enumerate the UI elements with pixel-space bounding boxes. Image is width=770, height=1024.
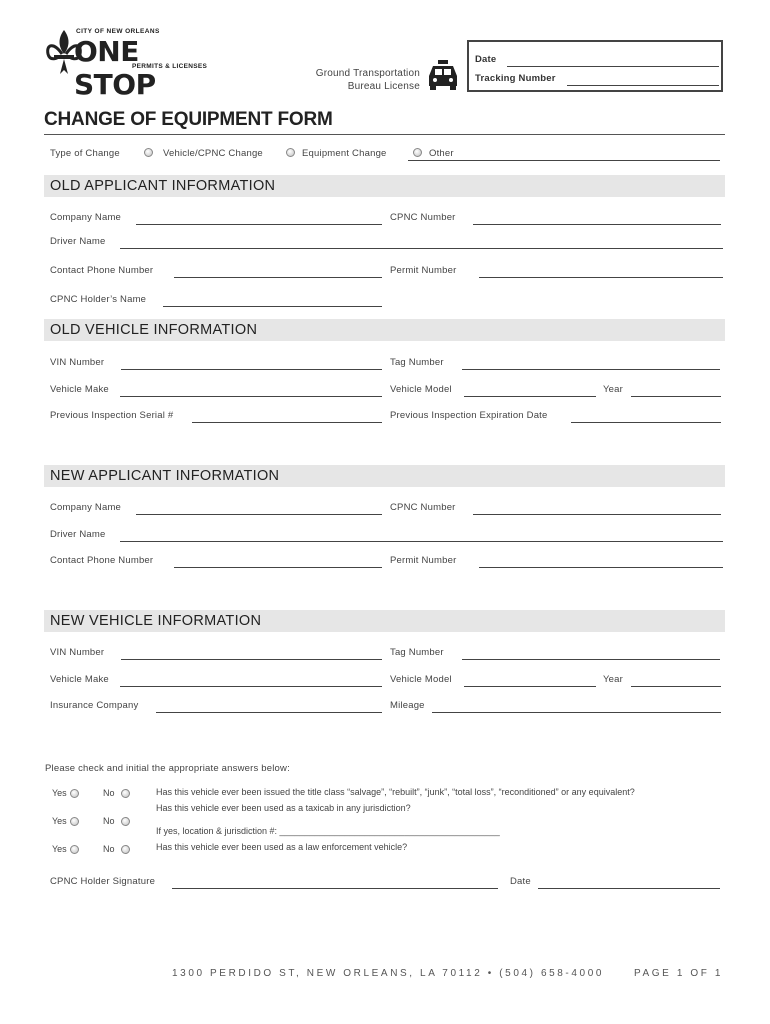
box-date-label: Date xyxy=(475,54,497,65)
org-main-text: ONE STOP xyxy=(74,35,156,101)
q3-no-radio[interactable] xyxy=(121,845,130,854)
old-tag-field[interactable] xyxy=(462,369,720,370)
option-other: Other xyxy=(429,148,454,159)
old-prev-serial-label: Previous Inspection Serial # xyxy=(50,410,174,421)
new-permit-number-label: Permit Number xyxy=(390,555,457,566)
new-company-name-field[interactable] xyxy=(136,514,382,515)
q2-followup: If yes, location & jurisdiction #: ____________________________________________ xyxy=(156,826,500,836)
new-cpnc-number-field[interactable] xyxy=(473,514,721,515)
q3-yes-label: Yes xyxy=(52,844,67,854)
q2-yes-label: Yes xyxy=(52,816,67,826)
bureau-line-1: Ground Transportation xyxy=(315,68,420,79)
one-stop-logo xyxy=(44,28,219,101)
new-permit-number-field[interactable] xyxy=(479,567,723,568)
old-year-field[interactable] xyxy=(631,396,721,397)
new-vin-label: VIN Number xyxy=(50,647,105,658)
old-company-name-field[interactable] xyxy=(136,224,382,225)
new-mileage-label: Mileage xyxy=(390,700,425,711)
new-insurance-label: Insurance Company xyxy=(50,700,139,711)
new-applicant-heading: NEW APPLICANT INFORMATION xyxy=(50,468,280,484)
box-date-field[interactable] xyxy=(507,66,719,67)
old-make-label: Vehicle Make xyxy=(50,384,109,395)
date-tracking-box xyxy=(467,40,723,92)
new-make-label: Vehicle Make xyxy=(50,674,109,685)
org-sub-text: PERMITS & LICENSES xyxy=(132,63,208,70)
q3-yes-radio[interactable] xyxy=(70,845,79,854)
old-company-name-label: Company Name xyxy=(50,212,122,223)
signature-date-label: Date xyxy=(510,876,531,887)
new-contact-phone-label: Contact Phone Number xyxy=(50,555,154,566)
old-driver-name-label: Driver Name xyxy=(50,236,106,247)
new-driver-name-label: Driver Name xyxy=(50,529,106,540)
q3-no-label: No xyxy=(103,844,115,854)
type-of-change-label: Type of Change xyxy=(50,148,120,159)
old-vehicle-heading: OLD VEHICLE INFORMATION xyxy=(50,322,258,338)
old-driver-name-field[interactable] xyxy=(120,248,723,249)
questions-intro: Please check and initial the appropriate answers below: xyxy=(45,763,290,774)
new-mileage-field[interactable] xyxy=(432,712,721,713)
old-vin-field[interactable] xyxy=(121,369,382,370)
signature-date-field[interactable] xyxy=(538,888,720,889)
q1-no-radio[interactable] xyxy=(121,789,130,798)
old-cpnc-number-label: CPNC Number xyxy=(390,212,456,223)
radio-equipment-change[interactable] xyxy=(286,148,295,157)
new-model-label: Vehicle Model xyxy=(390,674,452,685)
old-prev-exp-field[interactable] xyxy=(571,422,721,423)
new-vin-field[interactable] xyxy=(121,659,382,660)
new-driver-name-field[interactable] xyxy=(120,541,723,542)
old-model-field[interactable] xyxy=(464,396,596,397)
new-year-label: Year xyxy=(603,674,623,685)
q2-no-label: No xyxy=(103,816,115,826)
option-equipment-change: Equipment Change xyxy=(302,148,387,159)
new-vehicle-header xyxy=(44,610,725,632)
bureau-line-2: Bureau License xyxy=(347,81,420,92)
old-make-field[interactable] xyxy=(120,396,382,397)
old-permit-number-label: Permit Number xyxy=(390,265,457,276)
q2-yes-radio[interactable] xyxy=(70,817,79,826)
old-model-label: Vehicle Model xyxy=(390,384,452,395)
option-vehicle-cpnc: Vehicle/CPNC Change xyxy=(163,148,263,159)
footer-address: 1300 PERDIDO ST, NEW ORLEANS, LA 70112 • (504) 658-4000 xyxy=(172,968,605,979)
old-holder-name-field[interactable] xyxy=(163,306,382,307)
old-contact-phone-label: Contact Phone Number xyxy=(50,265,154,276)
radio-vehicle-cpnc[interactable] xyxy=(144,148,153,157)
signature-field[interactable] xyxy=(172,888,498,889)
old-vin-label: VIN Number xyxy=(50,357,105,368)
old-contact-phone-field[interactable] xyxy=(174,277,382,278)
old-applicant-header xyxy=(44,175,725,197)
old-year-label: Year xyxy=(603,384,623,395)
new-year-field[interactable] xyxy=(631,686,721,687)
old-tag-label: Tag Number xyxy=(390,357,444,368)
old-prev-exp-label: Previous Inspection Expiration Date xyxy=(390,410,548,421)
q2-text: Has this vehicle ever been used as a taxicab in any jurisdiction? xyxy=(156,803,411,813)
new-tag-field[interactable] xyxy=(462,659,720,660)
q1-no-label: No xyxy=(103,788,115,798)
new-tag-label: Tag Number xyxy=(390,647,444,658)
old-applicant-heading: OLD APPLICANT INFORMATION xyxy=(50,178,276,194)
new-model-field[interactable] xyxy=(464,686,596,687)
taxi-icon xyxy=(427,60,459,90)
signature-label: CPNC Holder Signature xyxy=(50,876,156,887)
new-cpnc-number-label: CPNC Number xyxy=(390,502,456,513)
q1-yes-radio[interactable] xyxy=(70,789,79,798)
box-tracking-label: Tracking Number xyxy=(475,73,556,84)
old-prev-serial-field[interactable] xyxy=(192,422,382,423)
q2-no-radio[interactable] xyxy=(121,817,130,826)
box-tracking-field[interactable] xyxy=(567,85,719,86)
new-make-field[interactable] xyxy=(120,686,382,687)
new-insurance-field[interactable] xyxy=(156,712,382,713)
other-field[interactable] xyxy=(408,160,720,161)
footer-page: PAGE 1 OF 1 xyxy=(634,968,723,979)
old-permit-number-field[interactable] xyxy=(479,277,723,278)
old-vehicle-header xyxy=(44,319,725,341)
new-contact-phone-field[interactable] xyxy=(174,567,382,568)
q1-yes-label: Yes xyxy=(52,788,67,798)
q1-text: Has this vehicle ever been issued the title class “salvage”, “rebuilt”, “junk”, “total loss”, “reconditioned” or any equivalent? xyxy=(156,787,635,797)
org-top-text: CITY OF NEW ORLEANS xyxy=(76,28,160,35)
new-applicant-header xyxy=(44,465,725,487)
title-rule xyxy=(44,134,725,135)
old-cpnc-number-field[interactable] xyxy=(473,224,721,225)
new-company-name-label: Company Name xyxy=(50,502,122,513)
page-title: CHANGE OF EQUIPMENT FORM xyxy=(44,109,333,130)
q3-text: Has this vehicle ever been used as a law enforcement vehicle? xyxy=(156,842,408,852)
radio-other[interactable] xyxy=(413,148,422,157)
old-holder-name-label: CPNC Holder’s Name xyxy=(50,294,147,305)
new-vehicle-heading: NEW VEHICLE INFORMATION xyxy=(50,613,262,629)
